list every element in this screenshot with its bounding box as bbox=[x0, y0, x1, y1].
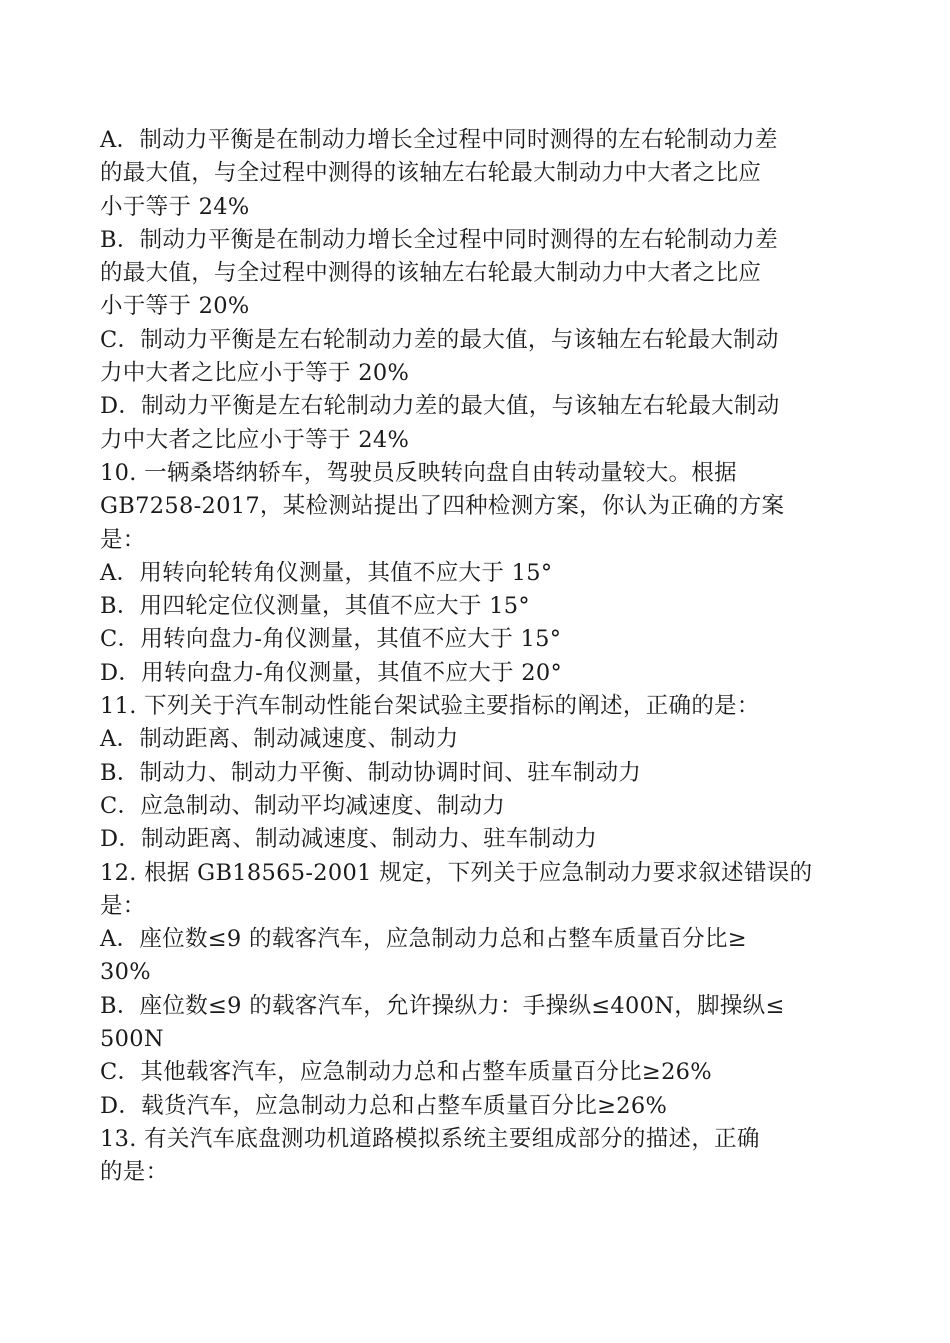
option-line: D．制动距离、制动减速度、制动力、驻车制动力 bbox=[100, 826, 598, 853]
text-line: 是： bbox=[100, 892, 146, 919]
text-line: 500N bbox=[100, 1026, 164, 1053]
text-line: D．制动力平衡是左右轮制动力差的最大值，与该轴左右轮最大制动 bbox=[100, 393, 780, 420]
question-13-line: 13. 有关汽车底盘测功机道路模拟系统主要组成部分的描述，正确 bbox=[100, 1125, 760, 1152]
text-line: 的最大值，与全过程中测得的该轴左右轮最大制动力中大者之比应 bbox=[100, 260, 762, 287]
option-line: D．用转向盘力-角仪测量，其值不应大于 20° bbox=[100, 659, 563, 686]
option-line: C．应急制动、制动平均减速度、制动力 bbox=[100, 792, 506, 819]
text-line: 小于等于 20% bbox=[100, 293, 250, 320]
option-line: C．用转向盘力-角仪测量，其值不应大于 15° bbox=[100, 626, 562, 653]
text-line: 的是： bbox=[100, 1159, 169, 1186]
option-line: A．制动距离、制动减速度、制动力 bbox=[100, 726, 459, 753]
option-line: C．其他载客汽车，应急制动力总和占整车质量百分比≥26% bbox=[100, 1059, 712, 1086]
question-12-line: 12. 根据 GB18565-2001 规定，下列关于应急制动力要求叙述错误的 bbox=[100, 859, 813, 886]
option-line: B．制动力、制动力平衡、制动协调时间、驻车制动力 bbox=[100, 759, 642, 786]
option-line: B．座位数≤9 的载客汽车，允许操纵力：手操纵≤400N，脚操纵≤ bbox=[100, 992, 785, 1019]
document-body bbox=[100, 124, 860, 1190]
text-line: 小于等于 24% bbox=[100, 193, 250, 220]
text-line: 力中大者之比应小于等于 20% bbox=[100, 360, 410, 387]
question-11-line: 11. 下列关于汽车制动性能台架试验主要指标的阐述，正确的是： bbox=[100, 693, 760, 720]
text-line: B．制动力平衡是在制动力增长全过程中同时测得的左右轮制动力差 bbox=[100, 226, 779, 253]
text-line: A．制动力平衡是在制动力增长全过程中同时测得的左右轮制动力差 bbox=[100, 127, 778, 153]
option-line: A．座位数≤9 的载客汽车，应急制动力总和占整车质量百分比≥ bbox=[100, 926, 747, 953]
text-line: 力中大者之比应小于等于 24% bbox=[100, 426, 410, 453]
text-line: GB7258-2017，某检测站提出了四种检测方案，你认为正确的方案 bbox=[100, 493, 785, 520]
option-line: A．用转向轮转角仪测量，其值不应大于 15° bbox=[100, 559, 553, 586]
text-line: 30% bbox=[100, 959, 151, 986]
option-line: B．用四轮定位仪测量，其值不应大于 15° bbox=[100, 593, 530, 620]
text-line: 是： bbox=[100, 526, 146, 553]
question-10-line: 10. 一辆桑塔纳轿车，驾驶员反映转向盘自由转动量较大。根据 bbox=[100, 459, 737, 486]
text-line: 的最大值，与全过程中测得的该轴左右轮最大制动力中大者之比应 bbox=[100, 160, 762, 187]
option-line: D．载货汽车，应急制动力总和占整车质量百分比≥26% bbox=[100, 1092, 668, 1119]
text-line: C．制动力平衡是左右轮制动力差的最大值，与该轴左右轮最大制动 bbox=[100, 326, 779, 353]
